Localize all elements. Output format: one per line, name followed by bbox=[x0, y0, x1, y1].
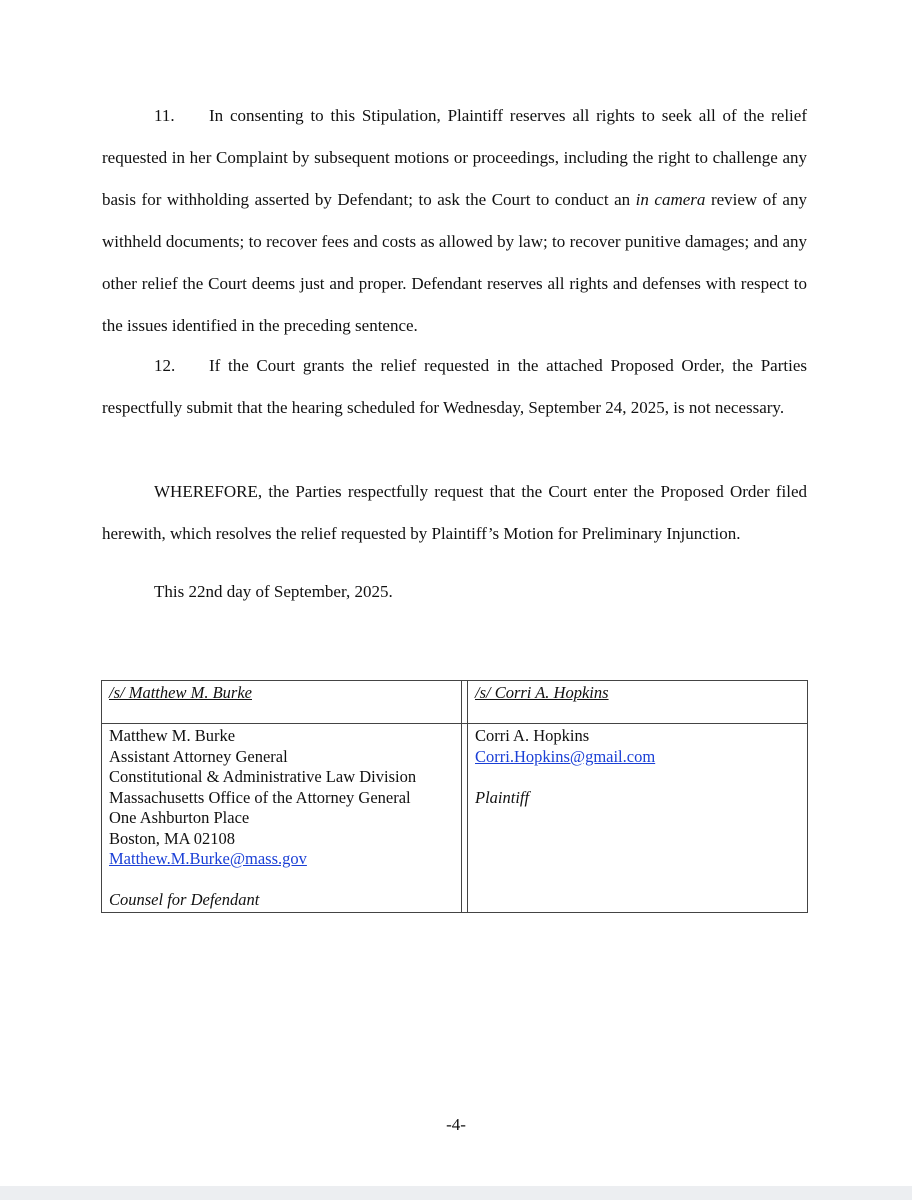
paragraph-11-text-after: review of any withheld documents; to recover fees and costs as allowed by law; to recover punitive damages; and any other relief the Court deems just and proper. Defendant reserves all rights and defenses with respect to the issues identified in the preceding sentence. bbox=[102, 190, 807, 335]
left-contact-block bbox=[102, 724, 462, 913]
left-email-link[interactable]: Matthew.M.Burke@mass.gov bbox=[109, 849, 307, 868]
left-office: Massachusetts Office of the Attorney General bbox=[109, 787, 411, 807]
wherefore-paragraph bbox=[102, 471, 807, 555]
signature-row bbox=[102, 681, 808, 724]
right-signature-cell bbox=[468, 681, 808, 724]
paragraph-12 bbox=[102, 345, 807, 429]
viewer-bottom-bar bbox=[0, 1186, 912, 1200]
left-signature: /s/ Matthew M. Burke bbox=[109, 683, 252, 702]
page-number: -4- bbox=[446, 1115, 466, 1134]
paragraph-11 bbox=[102, 95, 807, 347]
paragraph-12-number: 12. bbox=[154, 356, 176, 375]
left-address-line-2: Boston, MA 02108 bbox=[109, 828, 236, 848]
right-contact-block bbox=[468, 724, 808, 913]
paragraph-11-text-before: In consenting to this Stipulation, Plaintiff reserves all rights to seek all of the relief requested in her Complaint by subsequent motions or proceedings, including the right to challenge any basis for withholding asserted by Defendant; to ask the Court to conduct an bbox=[102, 106, 807, 209]
wherefore-text: WHEREFORE, the Parties respectfully request that the Court enter the Proposed Order filed herewith, which resolves the relief requested by Plaintiff’s Motion for Preliminary Injunction. bbox=[102, 482, 807, 543]
paragraph-11-italic: in camera bbox=[635, 190, 706, 209]
left-division: Constitutional & Administrative Law Division bbox=[109, 767, 417, 786]
left-role: Counsel for Defendant bbox=[109, 890, 260, 909]
signature-table bbox=[101, 680, 808, 913]
contact-row bbox=[102, 724, 808, 913]
paragraph-11-number: 11. bbox=[154, 106, 175, 125]
paragraph-12-text: If the Court grants the relief requested in the attached Proposed Order, the Parties respectfully submit that the hearing scheduled for Wednesday, September 24, 2025, is not necessary. bbox=[102, 356, 807, 417]
date-line-text: This 22nd day of September, 2025. bbox=[154, 582, 393, 601]
right-name: Corri A. Hopkins bbox=[475, 726, 590, 745]
left-title: Assistant Attorney General bbox=[109, 746, 288, 766]
left-name: Matthew M. Burke bbox=[109, 726, 236, 745]
date-line bbox=[102, 571, 807, 613]
left-address-line-1: One Ashburton Place bbox=[109, 808, 250, 827]
right-email-link[interactable]: Corri.Hopkins@gmail.com bbox=[475, 746, 656, 766]
right-role: Plaintiff bbox=[475, 787, 530, 807]
right-signature: /s/ Corri A. Hopkins bbox=[475, 683, 609, 702]
left-signature-cell bbox=[102, 681, 462, 724]
